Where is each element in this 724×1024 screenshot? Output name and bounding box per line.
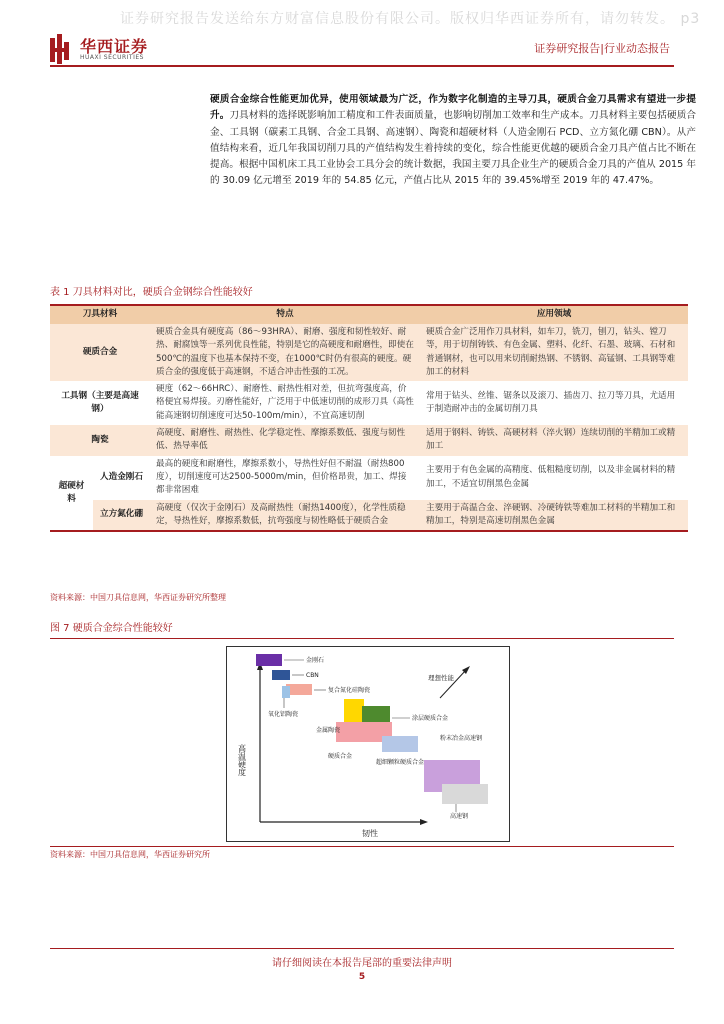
x-axis-label: 韧性 [362, 829, 378, 838]
row-applications: 适用于钢料、铸铁、高硬材料（淬火钢）连续切削的半精加工或精加工 [420, 425, 688, 456]
figure-source: 资料来源：中国刀具信息网，华西证券研究所 [50, 850, 210, 859]
figure-top-divider [50, 638, 674, 639]
table-row [50, 324, 688, 381]
watermark: 证券研究报告发送给东方财富信息股份有限公司。版权归华西证券所有，请勿转发。 p3 [120, 11, 701, 27]
body-text: 刀具材料的选择既影响加工精度和工件表面质量，也影响切削加工效率和生产成本。刀具材料主要包括硬质合金、工具钢（碳素工具钢、合金工具钢、高速钢）、陶瓷和超硬材料（人造金刚石 PCD、立方氮化硼 CBN）。从产值结构来看，近几年我国切削刀具的产值结构发生着持续的变化，综合性能更优越的硬质合金刀具产值占比不断在提高。根据中国机床工具工业协会工具分会的统计数据，我国主要刀具企业生产的硬质合金刀具的产值从 2015 年的 30.09 亿元增至 2019 年的 54.85 亿元，产值占比从 2015 年的 39.45%增至 2019 年的 47.47%。 [210, 110, 697, 187]
table-row [50, 425, 688, 456]
header-divider [50, 65, 674, 67]
row-applications: 硬质合金广泛用作刀具材料，如车刀，铣刀，刨刀，钻头、镗刀等，用于切削铸铁、有色金属、塑料、化纤、石墨、玻璃、石材和普通钢材，也可以用来切削耐热钢、不锈钢、高锰钢、工具钢等难加工的材料 [420, 324, 688, 381]
row-category: 陶瓷 [50, 425, 150, 456]
row-category: 超硬材料 [50, 456, 93, 531]
material-performance-diagram [226, 646, 510, 842]
label-ultrafine-carbide: 超细颗粒硬质合金 [376, 759, 425, 766]
row-features: 硬度（62～66HRC）、耐磨性、耐热性相对差，但抗弯强度高，价格便宜易焊接。刃磨性能好，广泛用于中低速切削的成形刀具（高性能高速钢切削速度可达50-100m/min），不宜高速切削 [150, 381, 420, 425]
huaxi-logo-icon [50, 34, 72, 64]
label-cbn: CBN [306, 672, 319, 679]
label-coated-carbide: 涂层硬质合金 [412, 715, 449, 722]
comparison-table [50, 304, 688, 532]
label-pm-hss: 粉末冶金高速钢 [440, 735, 483, 742]
brand-name-en: HUAXI SECURITIES [80, 54, 144, 61]
label-cermet: 金属陶瓷 [316, 727, 341, 734]
block-diamond [256, 654, 282, 666]
figure-bottom-divider [50, 846, 674, 847]
figure-title: 图 7 硬质合金综合性能较好 [50, 623, 173, 634]
brand-name: 华西证券 [80, 37, 149, 56]
table-row [50, 456, 688, 500]
header-material: 刀具材料 [50, 305, 150, 324]
block-alumina-ceramic [282, 686, 290, 698]
row-subcategory: 立方氮化硼 [93, 500, 150, 532]
legal-notice: 请仔细阅读在本报告尾部的重要法律声明 [272, 958, 452, 969]
label-diamond: 金刚石 [306, 657, 325, 664]
table-row [50, 500, 688, 532]
row-applications: 主要用于高温合金、淬硬钢、冷硬铸铁等难加工材料的半精加工和精加工，特别是高速切削黑色金属 [420, 500, 688, 532]
company-logo [50, 34, 170, 68]
body-paragraph [210, 92, 696, 190]
page-number: 5 [358, 972, 366, 982]
block-ultrafine-carbide [382, 736, 418, 752]
row-applications: 常用于钻头、丝锥、锯条以及滚刀、插齿刀、拉刀等刀具，尤适用于制造耐冲击的金属切削刀具 [420, 381, 688, 425]
y-axis-label: 高温硬度 [237, 744, 247, 776]
label-hss: 高速钢 [450, 813, 469, 820]
row-features: 高硬度（仅次于金刚石）及高耐热性（耐热1400度），化学性质稳定，导热性好，摩擦系数低，抗弯强度与韧性略低于硬质合金 [150, 500, 420, 532]
lead-sentence: 硬质合金综合性能更加优异，使用领域最为广泛，作为数字化制造的主导刀具，硬质合金刀具需求有望进一步提升。 [210, 94, 696, 122]
label-composite-sin-ceramic: 复合氮化硅陶瓷 [328, 687, 371, 694]
row-applications: 主要用于有色金属的高精度、低粗糙度切削，以及非金属材料的精加工，不适宜切削黑色金属 [420, 456, 688, 500]
table-row [50, 381, 688, 425]
footer-divider [50, 948, 674, 949]
header-features: 特点 [150, 305, 420, 324]
row-category: 硬质合金 [50, 324, 150, 381]
table-source: 资料来源：中国刀具信息网，华西证券研究所整理 [50, 593, 226, 602]
row-features: 硬质合金具有硬度高（86～93HRA）、耐磨、强度和韧性较好、耐热、耐腐蚀等一系列优良性能，特别是它的高硬度和耐磨性，即使在500℃的温度下也基本保持不变，在1000℃时仍有很高的硬度。硬质合金的强度低于高速钢，不适合冲击性强的工况。 [150, 324, 420, 381]
row-category: 工具钢（主要是高速钢） [50, 381, 150, 425]
report-type: 证券研究报告|行业动态报告 [534, 42, 670, 55]
block-cbn [272, 670, 290, 680]
label-alumina-ceramic: 氧化铝陶瓷 [268, 711, 299, 718]
table-header-row [50, 305, 688, 324]
label-carbide: 硬质合金 [328, 753, 353, 760]
row-features: 最高的硬度和耐磨性，摩擦系数小，导热性好但不耐温（耐热800度），切削速度可达2500-5000m/min，但价格昂贵，加工、焊接都非常困难 [150, 456, 420, 500]
table-title: 表 1 刀具材料对比，硬质合金钢综合性能较好 [50, 287, 253, 298]
header-applications: 应用领域 [420, 305, 688, 324]
row-features: 高硬度、耐磨性、耐热性、化学稳定性、摩擦系数低、强度与韧性低、热导率低 [150, 425, 420, 456]
block-hss [442, 784, 488, 804]
ideal-label: 理想性能 [428, 674, 454, 682]
row-subcategory: 人造金刚石 [93, 456, 150, 500]
